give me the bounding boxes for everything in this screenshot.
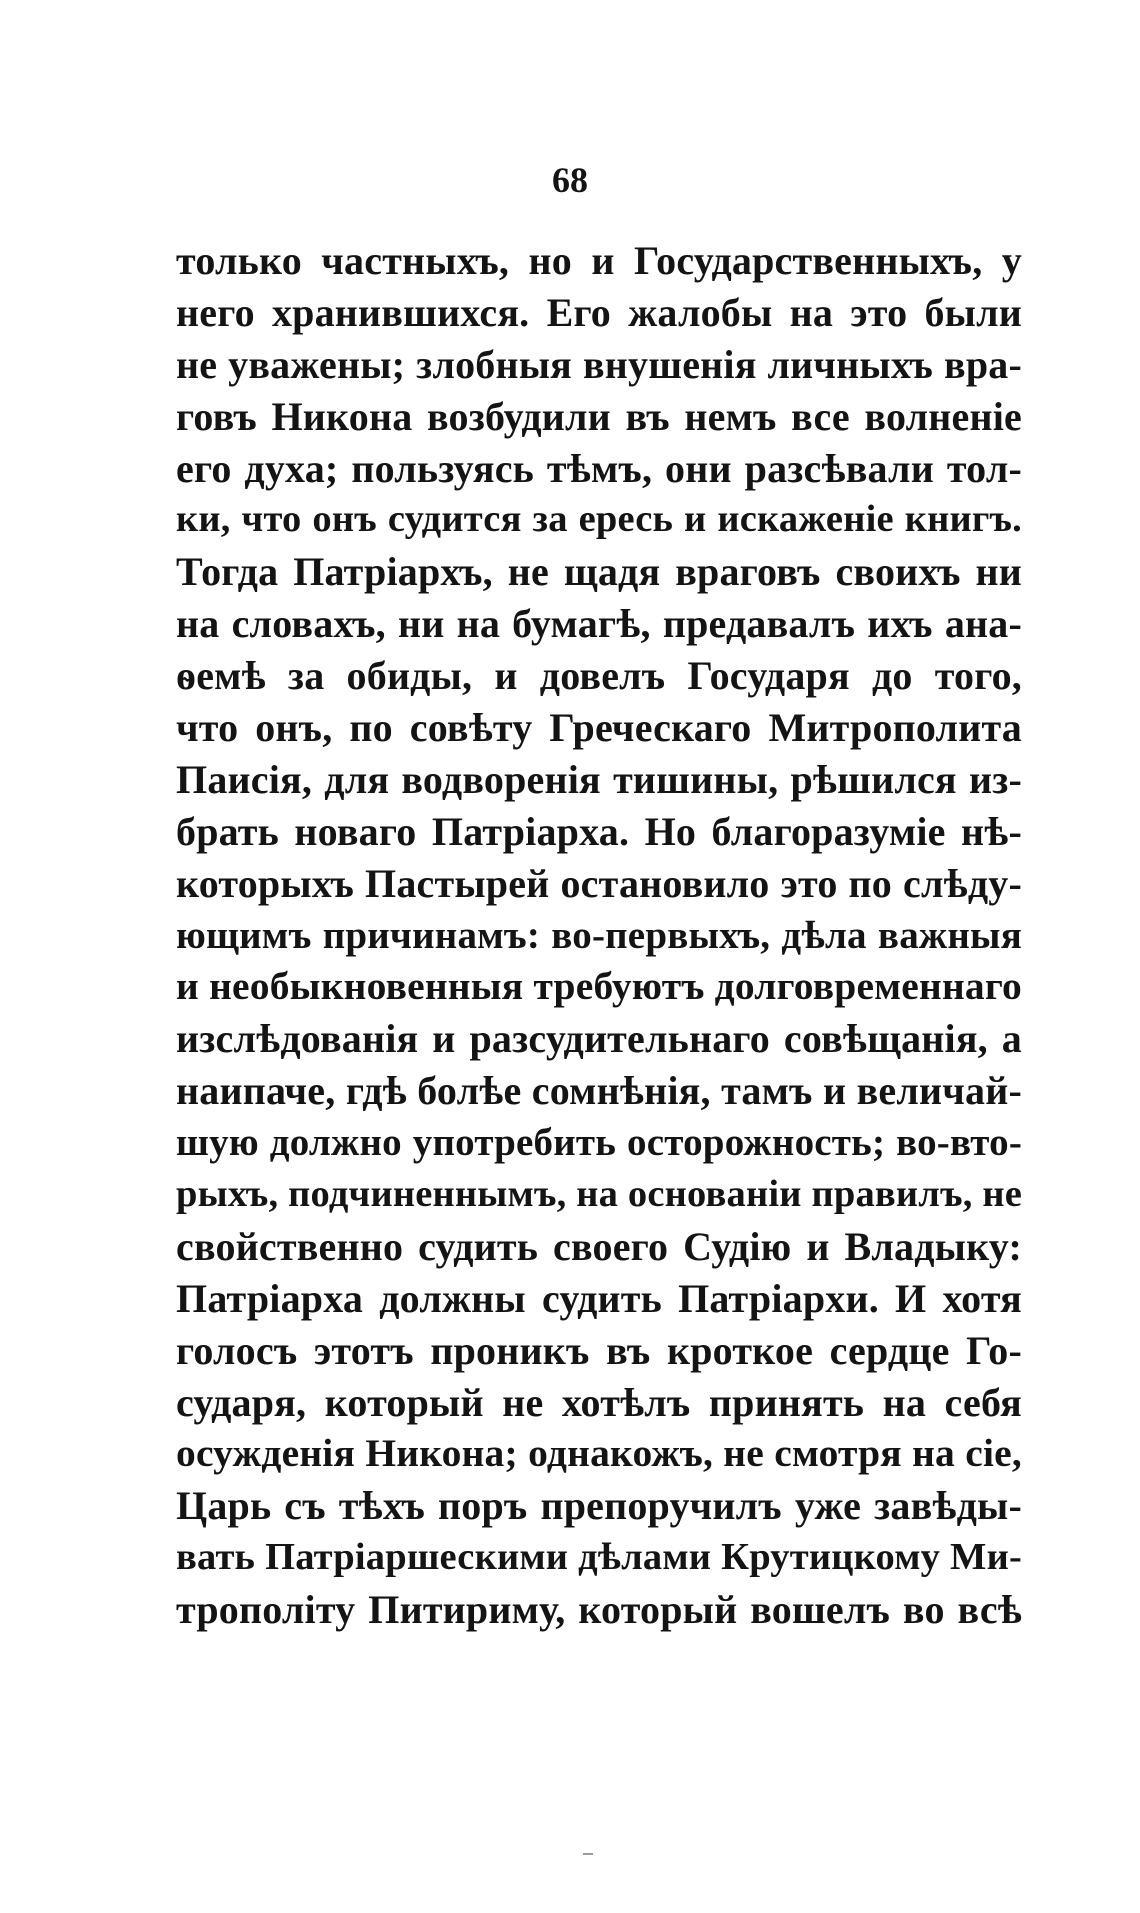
text-line: ющимъ причинамъ: во-первыхъ, дѣла важныя (176, 913, 1022, 957)
text-line: Тогда Патріархъ, не щадя враговъ своихъ ни (176, 549, 1022, 595)
text-line: рыхъ, подчиненнымъ, на основаніи правилъ, не (176, 1173, 1023, 1216)
text-line: наипаче, гдѣ болѣе сомнѣнія, тамъ и величай- (176, 1068, 1022, 1114)
print-mark (583, 1853, 593, 1855)
text-line: не уважены; злобныя внушенія личныхъ вра- (176, 341, 1022, 387)
text-line: шую должно употребить осторожность; во-вто- (176, 1121, 1022, 1165)
text-line: голосъ этотъ проникъ въ кроткое сердце Го- (176, 1327, 1022, 1373)
page-body-text (176, 235, 1022, 1636)
text-line: брать новаго Патріарха. Но благоразуміе нѣ- (176, 808, 1022, 854)
text-line: трополіту Питириму, который вошелъ во всѣ (176, 1587, 1022, 1633)
text-line: Паисія, для водворенія тишины, рѣшился из- (176, 756, 1022, 802)
text-line: ѳемѣ за обиды, и довелъ Государя до того, (176, 653, 1022, 699)
text-line: говъ Никона возбудили въ немъ все волненіе (176, 393, 1022, 439)
text-line: что онъ, по совѣту Греческаго Митрополита (176, 705, 1022, 751)
text-line: Патріарха должны судить Патріархи. И хотя (176, 1275, 1022, 1321)
text-line: вать Патріаршескими дѣлами Крутицкому Ми- (176, 1536, 1022, 1579)
text-line: которыхъ Пастырей остановило это по слѣду- (176, 860, 1022, 906)
text-line: на словахъ, ни на бумагѣ, предавалъ ихъ ана- (176, 601, 1022, 647)
text-line: осужденія Никона; однакожъ, не смотря на сіе, (176, 1431, 1022, 1476)
text-line: только частныхъ, но и Государственныхъ, у (176, 238, 1022, 283)
text-line: изслѣдованія и разсудительнаго совѣщанія, а (176, 1016, 1022, 1062)
page-number: 68 (552, 160, 588, 200)
text-line: Царь съ тѣхъ поръ препоручилъ уже завѣды- (176, 1483, 1022, 1529)
text-line: ки, что онъ судится за ересь и искаженіе книгъ. (176, 498, 1022, 541)
text-line: и необыкновенныя требуютъ долговременнаго (176, 964, 1022, 1009)
text-line: сударя, который не хотѣлъ принять на себя (176, 1379, 1022, 1425)
text-line: него хранившихся. Его жалобы на это были (176, 289, 1022, 335)
text-line: его духа; пользуясь тѣмъ, они разсѣвали тол- (176, 445, 1022, 491)
text-line: свойственно судить своего Судію и Владыку: (176, 1223, 1022, 1269)
